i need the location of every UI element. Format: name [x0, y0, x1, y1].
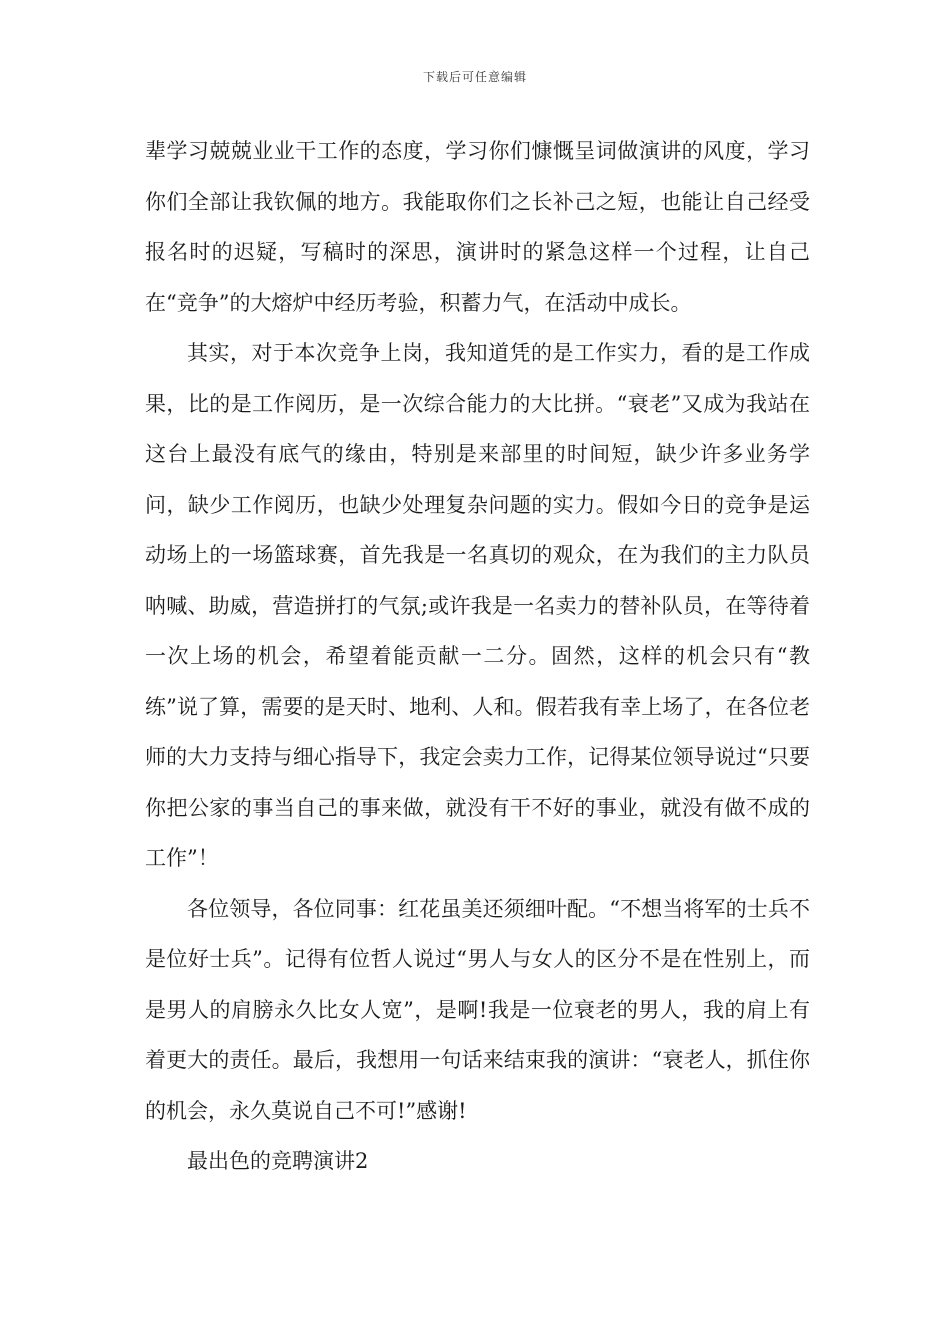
- paragraph-3: 各位领导，各位同事：红花虽美还须细叶配。“不想当将军的士兵不是位好士兵”。记得有位哲人说过“男人与女人的区分不是在性别上，而是男人的肩膀永久比女人宽”，是啊!我是一位衰老的男人，我的肩上有着更大的责任。最后，我想用一句话来结束我的演讲：“衰老人，抓住你的机会，永久莫说自己不可!”感谢!: [145, 896, 810, 1123]
- paragraph-1: 辈学习兢兢业业干工作的态度，学习你们慷慨呈词做演讲的风度，学习你们全部让我钦佩的地方。我能取你们之长补己之短，也能让自己经受报名时的迟疑，写稿时的深思，演讲时的紧急这样一个过程，让自己在“竞争”的大熔炉中经历考验，积蓄力气，在活动中成长。: [145, 139, 810, 315]
- page-header: 下载后可任意编辑: [422, 70, 527, 84]
- paragraph-2: 其实，对于本次竞争上岗，我知道凭的是工作实力，看的是工作成果，比的是工作阅历，是一次综合能力的大比拼。“衰老”又成为我站在这台上最没有底气的缘由，特别是来部里的时间短，缺少许多业务学问，缺少工作阅历，也缺少处理复杂问题的实力。假如今日的竞争是运动场上的一场篮球赛，首先我是一名真切的观众，在为我们的主力队员呐喊、助威，营造拼打的气氛;或许我是一名卖力的替补队员，在等待着一次上场的机会，希望着能贡献一二分。固然，这样的机会只有“教练”说了算，需要的是天时、地利、人和。假若我有幸上场了，在各位老师的大力支持与细心指导下，我定会卖力工作，记得某位领导说过“只要你把公家的事当自己的事来做，就没有干不好的事业，就没有做不成的工作”！: [145, 341, 810, 870]
- document-body: [145, 126, 810, 1187]
- section-heading: 最出色的竞聘演讲2: [187, 1149, 369, 1173]
